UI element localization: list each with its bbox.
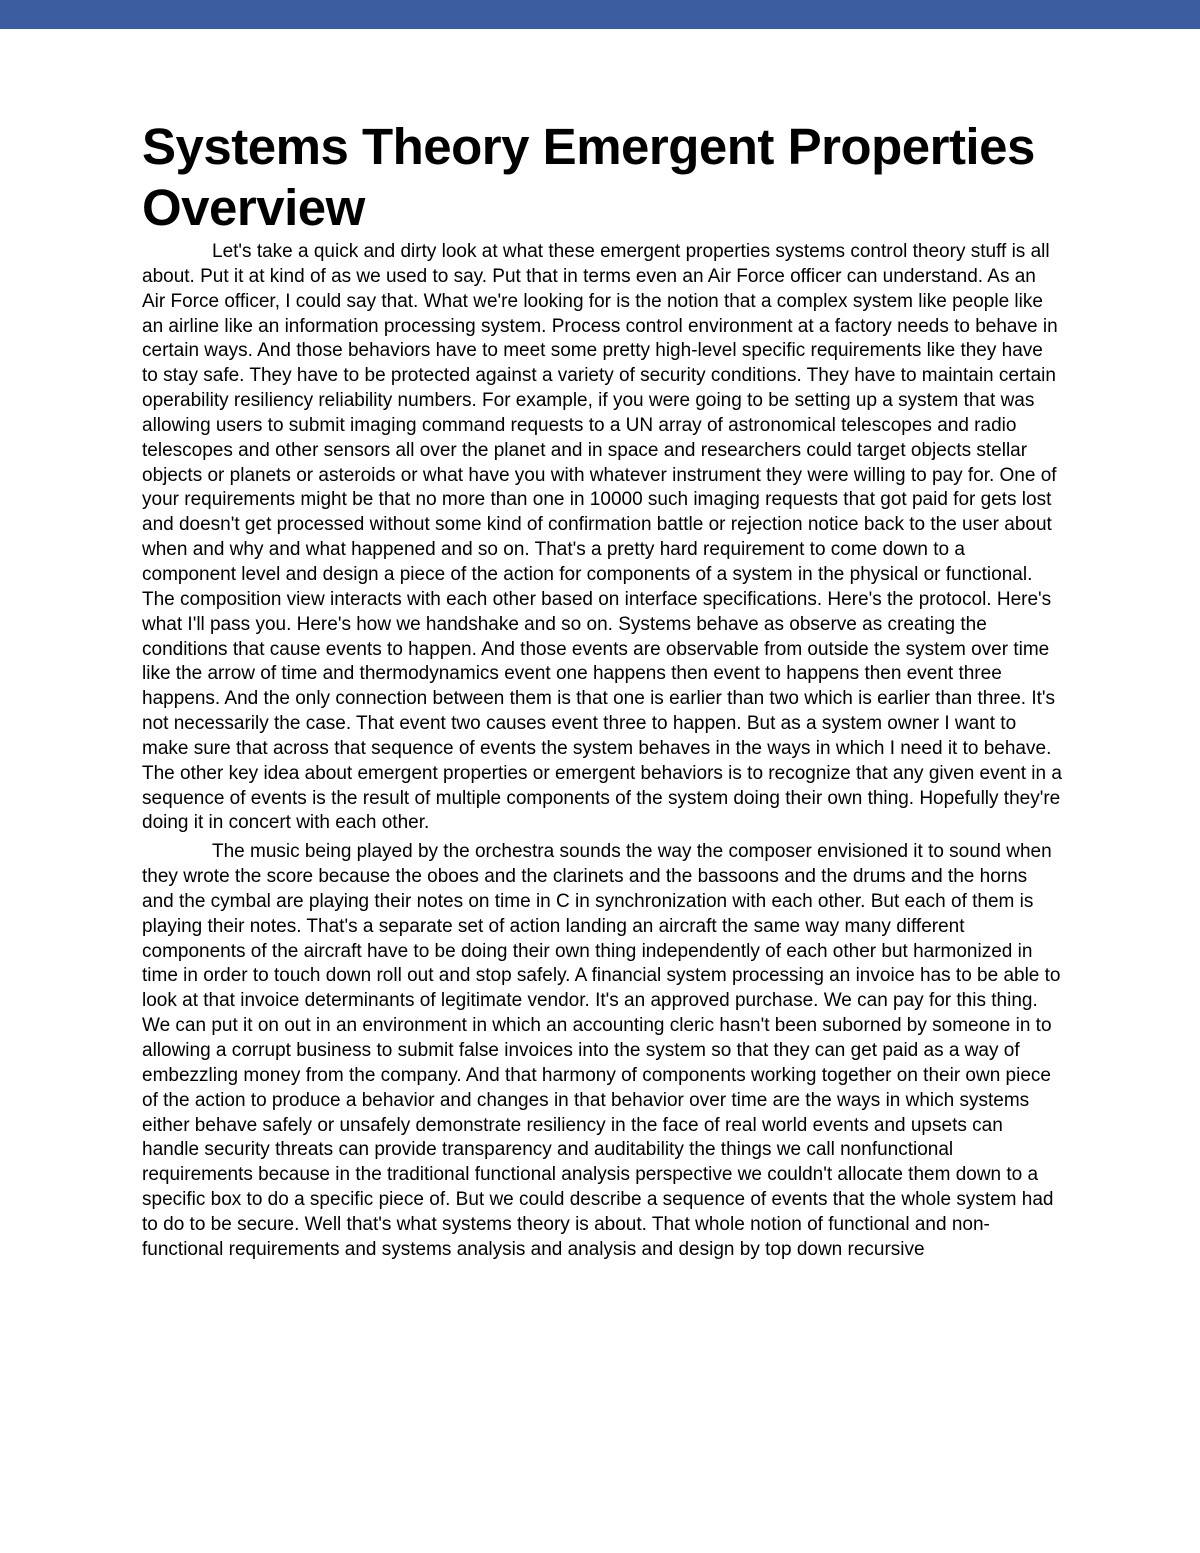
paragraph-2: The music being played by the orchestra sounds the way the composer envisioned it to sound when they wrote the score because the oboes and the clarinets and the bassoons and the drums and the horns and the cymbal are playing their notes on time in C in synchronization with each other. But each of them is playing their notes. That's a separate set of action landing an aircraft the same way many different components of the aircraft have to be doing their own thing independently of each other but harmonized in time in order to touch down roll out and stop safely. A financial system processing an invoice has to be able to look at that invoice determinants of legitimate vendor. It's an approved purchase. We can pay for this thing. We can put it on out in an environment in which an accounting cleric hasn't been suborned by someone in to allowing a corrupt business to submit false invoices into the system so that they can get paid as a way of embezzling money from the company. And that harmony of components working together on their own piece of the action to produce a behavior and changes in that behavior over time are the ways in which systems either behave safely or unsafely demonstrate resiliency in the face of real world events and upsets can handle security threats can provide transparency and auditability the things we call nonfunctional requirements because in the traditional functional analysis perspective we couldn't allocate them down to a specific box to do a specific piece of. But we could describe a sequence of events that the whole system had to do to be secure. Well that's what systems theory is about. That whole notion of functional and non-functional requirements and systems analysis and analysis and design by top down recursive <box>142 841 1061 1260</box>
top-color-bar <box>0 0 1200 29</box>
document-body <box>142 116 1062 1263</box>
title-block <box>142 116 1062 238</box>
document-title: Systems Theory Emergent Properties Overview <box>142 118 1035 236</box>
paragraph-1: Let's take a quick and dirty look at what these emergent properties systems control theory stuff is all about. Put it at kind of as we used to say. Put that in terms even an Air Force officer can understand. As an Air Force officer, I could say that. What we're looking for is the notion that a complex system like people like an airline like an information processing system. Process control environment at a factory needs to behave in certain ways. And those behaviors have to meet some pretty high-level specific requirements like they have to stay safe. They have to be protected against a variety of security conditions. They have to maintain certain operability resiliency reliability numbers. For example, if you were going to be setting up a system that was allowing users to submit imaging command requests to a UN array of astronomical telescopes and radio telescopes and other sensors all over the planet and in space and researchers could target objects stellar objects or planets or asteroids or what have you with whatever instrument they were willing to pay for. One of your requirements might be that no more than one in 10000 such imaging requests that got paid for gets lost and doesn't get processed without some kind of confirmation battle or rejection notice back to the user about when and why and what happened and so on. That's a pretty hard requirement to come down to a component level and design a piece of the action for components of a system in the physical or functional. The composition view interacts with each other based on interface specifications. Here's the protocol. Here's what I'll pass you. Here's how we handshake and so on. Systems behave as observe as creating the conditions that cause events to happen. And those events are observable from outside the system over time like the arrow of time and thermodynamics event one happens then event to happens then event three happens. And the only connection between them is that one is earlier than two which is earlier than three. It's not necessarily the case. That event two causes event three to happen. But as a system owner I want to make sure that across that sequence of events the system behaves in the ways in which I need it to behave. The other key idea about emergent properties or emergent behaviors is to recognize that any given event in a sequence of events is the result of multiple components of the system doing their own thing. Hopefully they're doing it in concert with each other. <box>142 241 1062 834</box>
